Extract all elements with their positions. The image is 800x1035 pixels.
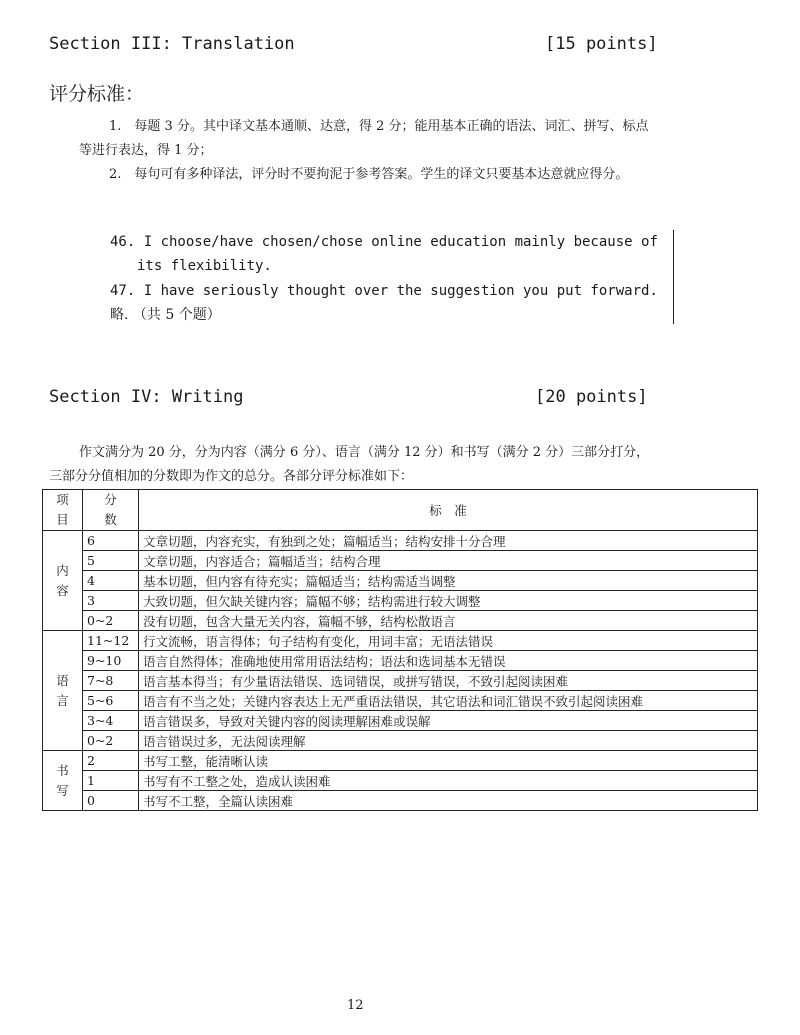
standard-cell: 文章切题，内容适合；篇幅适当；结构合理 [139, 551, 758, 571]
category-content: 内容 [43, 531, 83, 631]
score-cell: 0~2 [83, 611, 139, 631]
score-cell: 7~8 [83, 671, 139, 691]
score-cell: 0 [83, 791, 139, 811]
rule-2: 2. 每句可有多种译法，评分时不要拘泥于参考答案。学生的译文只要基本达意就应得分。 [109, 167, 629, 182]
table-row [43, 791, 758, 811]
table-header-row [43, 490, 758, 531]
section3-points: [15 points] [545, 34, 658, 54]
standard-cell: 语言有不当之处；关键内容表达上无严重语法错误，其它语法和词汇错误不致引起阅读困难 [139, 691, 758, 711]
standard-cell: 大致切题，但欠缺关键内容；篇幅不够；结构需进行较大调整 [139, 591, 758, 611]
standard-cell: 基本切题，但内容有待充实；篇幅适当；结构需适当调整 [139, 571, 758, 591]
scoring-table [42, 489, 758, 811]
section4-title: Section IV: Writing [49, 387, 244, 407]
answer-46-line2: its flexibility. [137, 258, 272, 274]
section3-title: Section III: Translation [49, 34, 295, 54]
table-row [43, 651, 758, 671]
answer-47: 47. I have seriously thought over the suggestion you put forward. [110, 283, 658, 299]
standard-cell: 语言错误多，导致对关键内容的阅读理解困难或误解 [139, 711, 758, 731]
standard-cell: 行文流畅，语言得体；句子结构有变化，用词丰富；无语法错误 [139, 631, 758, 651]
standard-cell: 文章切题，内容充实，有独到之处；篇幅适当；结构安排十分合理 [139, 531, 758, 551]
standard-cell: 书写不工整，全篇认读困难 [139, 791, 758, 811]
writing-intro: 作文满分为 20 分，分为内容（满分 6 分）、语言（满分 12 分）和书写（满分 2 分）三部分打分，三部分分值相加的分数即为作文的总分。各部分评分标准如下： [49, 445, 650, 484]
table-row [43, 691, 758, 711]
score-cell: 6 [83, 531, 139, 551]
header-item: 项目 [43, 490, 83, 531]
score-cell: 4 [83, 571, 139, 591]
table-row [43, 731, 758, 751]
table-row [43, 611, 758, 631]
score-cell: 11~12 [83, 631, 139, 651]
standard-cell: 没有切题，包含大量无关内容，篇幅不够，结构松散语言 [139, 611, 758, 631]
score-cell: 2 [83, 751, 139, 771]
table-row [43, 531, 758, 551]
score-cell: 3~4 [83, 711, 139, 731]
score-cell: 5~6 [83, 691, 139, 711]
margin-line [673, 230, 674, 324]
rule-1: 1. 每题 3 分。其中译文基本通顺、达意，得 2 分；能用基本正确的语法、词汇、拼写、标点等进行表达，得 1 分； [79, 119, 649, 158]
standard-cell: 语言基本得当；有少量语法错误、选词错误，或拼写错误，不致引起阅读困难 [139, 671, 758, 691]
table-row [43, 671, 758, 691]
score-cell: 0~2 [83, 731, 139, 751]
criteria-heading: 评分标准： [49, 83, 145, 105]
standard-cell: 语言错误过多，无法阅读理解 [139, 731, 758, 751]
table-row [43, 591, 758, 611]
answer-46-line1: 46. I choose/have chosen/chose online education mainly because of [110, 234, 658, 250]
standard-cell: 书写有不工整之处，造成认读困难 [139, 771, 758, 791]
table-row [43, 551, 758, 571]
score-cell: 5 [83, 551, 139, 571]
table-row [43, 711, 758, 731]
table-row [43, 751, 758, 771]
table-row [43, 631, 758, 651]
answer-omitted: 略. （共 5 个题） [110, 307, 221, 323]
category-language: 语言 [43, 631, 83, 751]
table-row [43, 771, 758, 791]
standard-cell: 语言自然得体；准确地使用常用语法结构；语法和选词基本无错误 [139, 651, 758, 671]
header-score: 分数 [83, 490, 139, 531]
standard-cell: 书写工整，能清晰认读 [139, 751, 758, 771]
page-number: 12 [347, 998, 364, 1013]
header-standard: 标 准 [139, 490, 758, 531]
score-cell: 9~10 [83, 651, 139, 671]
category-handwriting: 书写 [43, 751, 83, 811]
score-cell: 3 [83, 591, 139, 611]
table-row [43, 571, 758, 591]
score-cell: 1 [83, 771, 139, 791]
section4-points: [20 points] [535, 387, 648, 407]
